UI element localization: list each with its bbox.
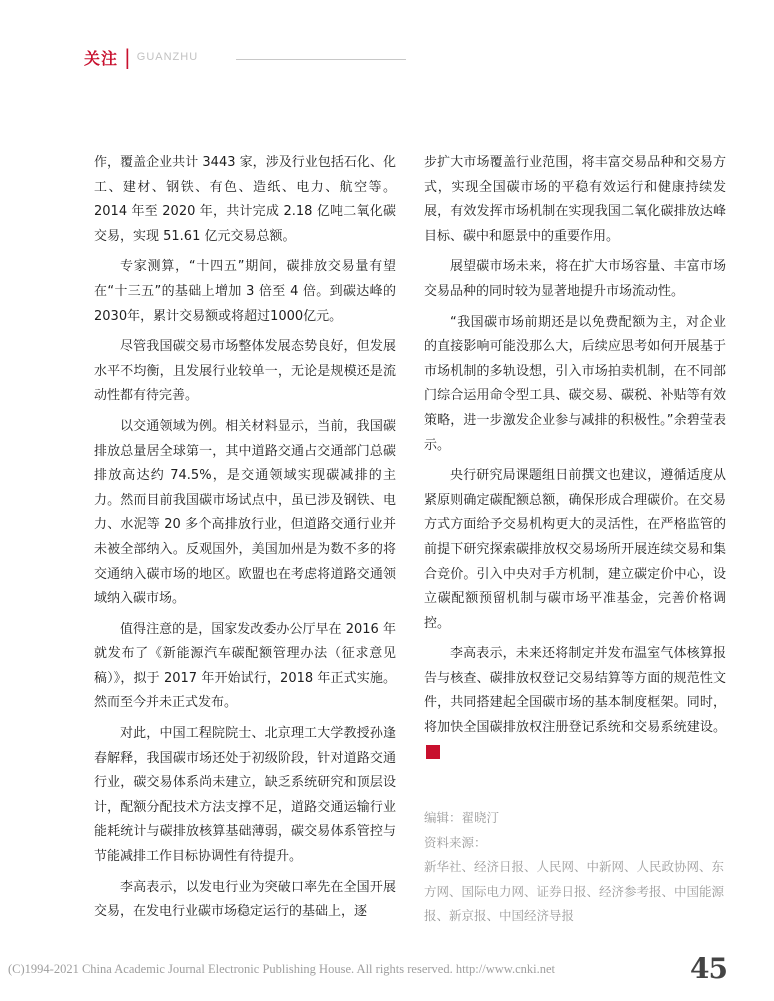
sources-list: 新华社、经济日报、人民网、中新网、人民政协网、东方网、国际电力网、证券日报、经济参考报、中国能源报、新京报、中国经济导报 [424, 859, 725, 924]
paragraph [94, 722, 396, 870]
section-title-en: GUANZHU [136, 51, 199, 63]
paragraph-text: 对此，中国工程院院士、北京理工大学教授孙逢春解释，我国碳市场还处于初级阶段，针对道路交通行业，碳交易体系尚未建立，缺乏系统研究和顶层设计，配额分配技术方法支撑不足，道路交通运输行业能耗统计与碳排放核算基础薄弱，碳交易体系管控与节能减排工作目标协调性有待提升。 [94, 726, 396, 865]
paragraph-text: 央行研究局课题组日前撰文也建议，遵循适度从紧原则确定碳配额总额，确保形成合理碳价。在交易方式方面给予交易机构更大的灵活性，在严格监管的前提下研究探索碳排放权交易场所开展连续交易和集合竞价。引入中央对手方机制，建立碳定价中心，设立碳配额预留机制与碳市场平准基金，完善价格调控。 [424, 468, 726, 631]
paragraph-text: 李高表示，以发电行业为突破口率先在全国开展交易，在发电行业碳市场稳定运行的基础上，逐 [94, 879, 396, 920]
paragraph-text: 展望碳市场未来，将在扩大市场容量、丰富市场交易品种的同时较为显著地提升市场流动性。 [424, 259, 726, 299]
paragraph [94, 618, 396, 716]
paragraph-text: 尽管我国碳交易市场整体发展态势良好，但发展水平不均衡，且发展行业较单一，无论是规模还是流动性都有待完善。 [94, 339, 396, 404]
paragraph-text: 专家测算，“十四五”期间，碳排放交易量有望在“十三五”的基础上增加 3 倍至 4 倍。到碳达峰的2030年，累计交易额或将超过1000亿元。 [94, 259, 396, 324]
header-rule [236, 59, 406, 60]
paragraph-text: 以交通领域为例。相关材料显示，当前，我国碳排放总量居全球第一，其中道路交通占交通部门总碳排放高达约 74.5%，是交通领域实现碳减排的主力。然而目前我国碳市场试点中，虽已涉及钢铁、电力、水泥等 20 多个高排放行业，但道路交通行业并未被全部纳入。反观国外，美国加州是为数不多的将交通纳入碳市场的地区。欧盟也在考虑将道路交通领域纳入碳市场。 [94, 418, 396, 607]
paragraph [424, 464, 726, 636]
paragraph-text: 值得注意的是，国家发改委办公厅早在 2016 年就发布了《新能源汽车碳配额管理办法（征求意见稿）》，拟于 2017 年开始试行，2018 年正式实施。然而至今并未正式发布。 [94, 621, 396, 711]
paragraph-text: 作，覆盖企业共计 3443 家，涉及行业包括石化、化工、建材、钢铁、有色、造纸、电力、航空等。2014 年至 2020 年，共计完成 2.18 亿吨二氧化碳交易，实现 51.61 亿元交易总额。 [94, 155, 396, 244]
section-title: 关注 [84, 48, 119, 68]
article-end-mark: E [426, 745, 440, 759]
paragraph [94, 335, 396, 409]
editor-line: 编辑：翟晓汀 [424, 810, 500, 825]
paragraph-text: 李高表示，未来还将制定并发布温室气体核算报告与核查、碳排放权登记交易结算等方面的规范性文件，共同搭建起全国碳市场的基本制度框架。同时，将加快全国碳排放权注册登记系统和交易系统建设。 [424, 646, 726, 736]
paragraph [424, 642, 726, 765]
right-column [424, 151, 726, 771]
sources-label: 资料来源： [424, 834, 487, 850]
header-divider: | [124, 45, 131, 69]
paragraph [94, 415, 396, 612]
section-header [84, 44, 198, 70]
paragraph-text: “我国碳市场前期还是以免费配额为主，对企业的直接影响可能没那么大，后续应思考如何开展基于市场机制的多轨设想，引入市场拍卖机制，在不同部门综合运用命令型工具、碳交易、碳税、补贴等有效策略，进一步激发企业参与减排的积极性。”余碧莹表示。 [424, 314, 726, 453]
article-credits [424, 806, 724, 929]
paragraph [424, 151, 726, 249]
paragraph [94, 151, 396, 249]
paragraph [94, 255, 396, 329]
paragraph-text: 步扩大市场覆盖行业范围，将丰富交易品种和交易方式，实现全国碳市场的平稳有效运行和健康持续发展，有效发挥市场机制在实现我国二氧化碳排放达峰目标、碳中和愿景中的重要作用。 [424, 155, 726, 244]
paragraph [424, 255, 726, 304]
paragraph [424, 311, 726, 459]
left-column [94, 151, 396, 931]
page-footer [0, 952, 774, 985]
copyright-notice: (C)1994-2021 China Academic Journal Electronic Publishing House. All rights reserved. http://www.cnki.net [8, 962, 556, 976]
paragraph [94, 876, 396, 925]
page-number: 45 [690, 952, 727, 985]
